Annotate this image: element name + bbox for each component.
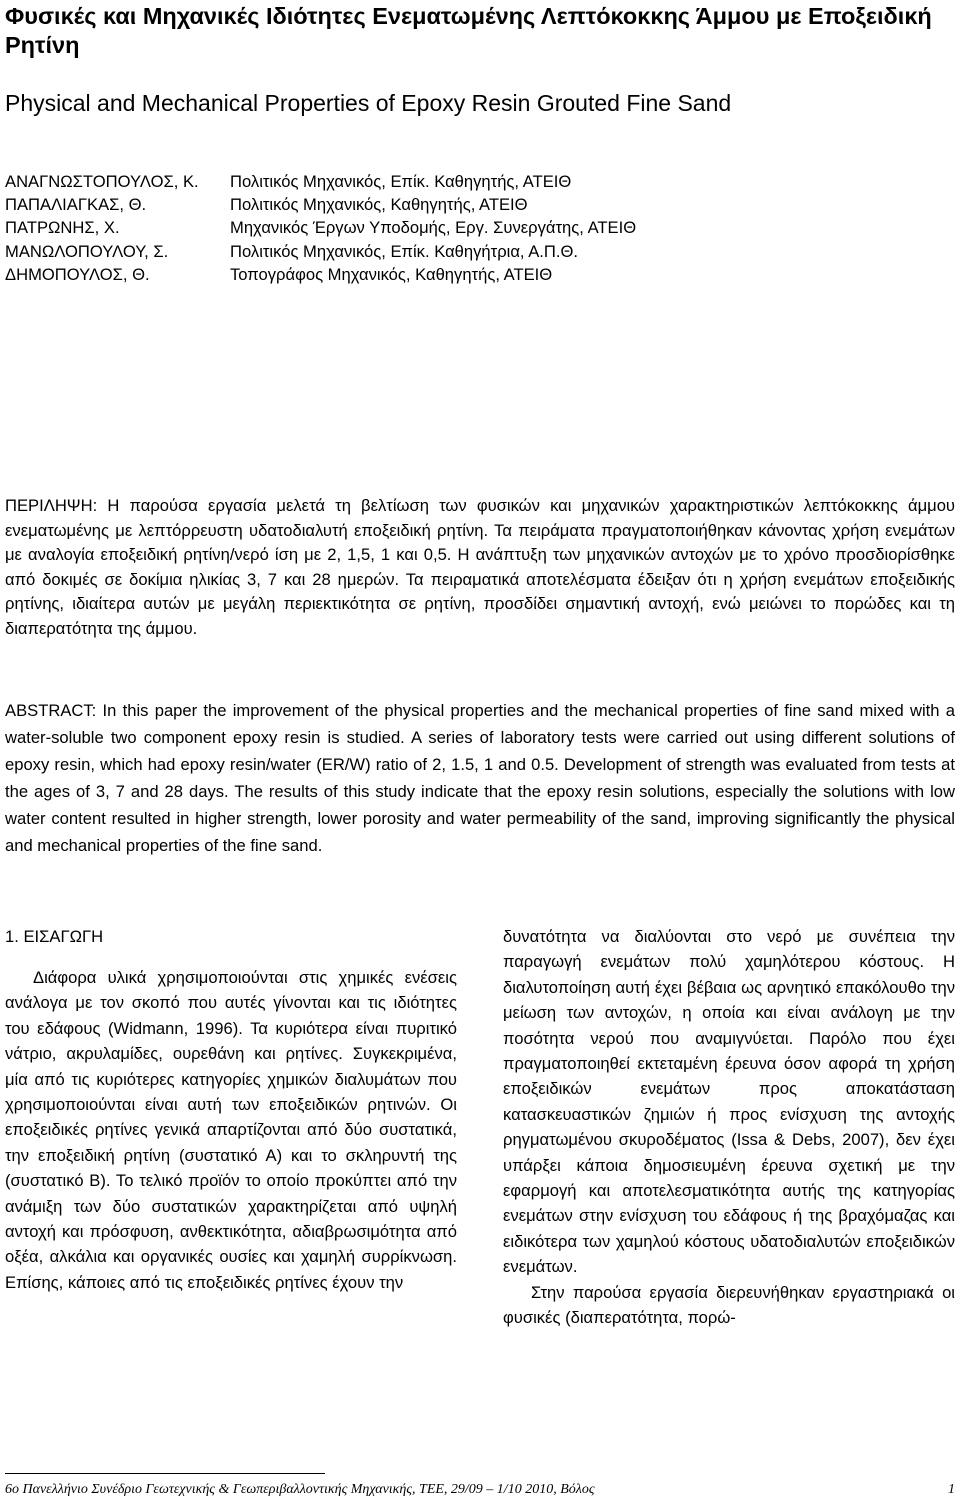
- abstract-greek: ΠΕΡΙΛΗΨΗ: Η παρούσα εργασία μελετά τη βελτίωση των φυσικών και μηχανικών χαρακτηριστικών λεπτόκοκκης άμμου ενεματωμένης με λεπτόρρευστη υδατοδιαλυτή εποξειδική ρητίνη. Τα πειράματα πραγματοποιήθηκαν κάνοντας χρήση ενεμάτων με αναλογία εποξειδική ρητίνη/νερό ίση με 2, 1,5, 1 και 0,5. Η ανάπτυξη των μηχανικών αντοχών με το χρόνο προσδιορίσθηκε από δοκιμές σε δοκίμια ηλικίας 3, 7 και 28 ημερών. Τα πειραματικά αποτελέσματα έδειξαν ότι η χρήση ενεμάτων εποξειδικής ρητίνης, ιδιαίτερα αυτών με μεγάλη περιεκτικότητα σε ρητίνη, προσδίδει σημαντική αντοχή, ενώ μειώνει το πορώδες και τη διαπερατότητα της άμμου.: [5, 496, 955, 638]
- author-affiliation: Πολιτικός Μηχανικός, Καθηγητής, ΑΤΕΙΘ: [230, 195, 528, 215]
- paper-title-greek: Φυσικές και Μηχανικές Ιδιότητες Ενεματωμένης Λεπτόκοκκης Άμμου με Εποξειδική Ρητίνη: [5, 3, 932, 58]
- author-affiliation: Τοπογράφος Μηχανικός, Καθηγητής, ΑΤΕΙΘ: [230, 264, 553, 284]
- author-affiliation: Πολιτικός Μηχανικός, Επίκ. Καθηγήτρια, Α.Π.Θ.: [230, 241, 579, 261]
- body-paragraph: Στην παρούσα εργασία διερευνήθηκαν εργαστηριακά οι φυσικές (διαπερατότητα, πορώ-: [503, 1282, 955, 1328]
- body-paragraph-continued: δυνατότητα να διαλύονται στο νερό με συνέπεια την παραγωγή ενεμάτων πολύ χαμηλότερου κόστους. Η διαλυτοποίηση αυτή έχει βέβαια ως αρνητικό επακόλουθο την μείωση των αντοχών, η οποία και είναι ανάλογη με την ποσότητα νερού που αναμιγνύεται. Παρόλο που έχει πραγματοποιηθεί εκτεταμένη έρευνα όσον αφορά τη χρήση εποξειδικών ενεμάτων προς αποκατάσταση κατασκευαστικών ζημιών ή προς ενίσχυση της αντοχής ρηγματωμένου σκυροδέματος (Issa & Debs, 2007), δεν έχει υπάρξει κάποια δημοσιευμένη έρευνα σχετική με την εφαρμογή και αποτελεσματικότητα αυτής της κατηγορίας ενεμάτων στην ενίσχυση του εδάφους ή της βραχόμαζας και ειδικότερα των χαμηλού κόστους υδατοδιαλυτών εποξειδικών ενεμάτων.: [503, 927, 955, 1277]
- author-row: [5, 193, 945, 216]
- author-row: [5, 240, 945, 263]
- section-heading-introduction: 1. ΕΙΣΑΓΩΓΗ: [5, 927, 104, 946]
- body-column-left: [5, 924, 457, 1295]
- author-name: ΜΑΝΩΛΟΠΟΥΛΟΥ, Σ.: [5, 241, 169, 261]
- abstract-english: ABSTRACT: In this paper the improvement of the physical properties and the mechanical properties of fine sand mixed with a water-soluble two component epoxy resin is studied. A series of laboratory tests were carried out using different solutions of epoxy resin, which had epoxy resin/water (ER/W) ratio of 2, 1.5, 1 and 0.5. Development of strength was evaluated from tests at the ages of 3, 7 and 28 days. The results of this study indicate that the epoxy resin solutions, especially the solutions with low water content resulted in higher strength, lower porosity and water permeability of the sand, improving significantly the physical and mechanical properties of the fine sand.: [5, 701, 955, 855]
- footer-divider: [5, 1473, 325, 1474]
- page-number: 1: [948, 1482, 955, 1497]
- author-name: ΑΝΑΓΝΩΣΤΟΠΟΥΛΟΣ, Κ.: [5, 172, 199, 191]
- author-list: [5, 170, 945, 286]
- author-affiliation: Μηχανικός Έργων Υποδομής, Εργ. Συνεργάτης, ΑΤΕΙΘ: [230, 218, 637, 238]
- body-paragraph: Διάφορα υλικά χρησιμοποιούνται στις χημικές ενέσεις ανάλογα με τον σκοπό που αυτές γίνονται και τις ιδιότητες του εδάφους (Widmann, 1996). Τα κυριότερα είναι πυριτικό νάτριο, ακρυλαμίδες, ουρεθάνη και ρητίνες. Συγκεκριμένα, μία από τις κυριότερες κατηγορίες χημικών διαλυμάτων που χρησιμοποιούνται είναι αυτή των εποξειδικών ρητινών. Οι εποξειδικές ρητίνες γενικά απαρτίζονται από δύο συστατικά, την εποξειδική ρητίνη (συστατικό Α) και το σκληρυντή της (συστατικό Β). Το τελικό προϊόν το οποίο προκύπτει από την ανάμιξη των δύο συστατικών χαρακτηρίζεται από υψηλή αντοχή και πρόσφυση, ανθεκτικότητα, αδιαβρωσιμότητα από οξέα, αλκάλια και οργανικές ουσίες και χαμηλή συρρίκνωση. Επίσης, κάποιες από τις εποξειδικές ρητίνες έχουν την: [5, 968, 457, 1292]
- author-affiliation: Πολιτικός Μηχανικός, Επίκ. Καθηγητής, ΑΤΕΙΘ: [230, 172, 572, 191]
- author-name: ΠΑΤΡΩΝΗΣ, Χ.: [5, 218, 120, 238]
- author-row: [5, 216, 945, 239]
- body-column-right: [503, 924, 955, 1331]
- author-name: ΔΗΜΟΠΟΥΛΟΣ, Θ.: [5, 264, 150, 284]
- page-footer: [5, 1481, 955, 1499]
- author-row: [5, 263, 945, 286]
- paper-title-english: Physical and Mechanical Properties of Epoxy Resin Grouted Fine Sand: [5, 90, 732, 116]
- footer-conference: 6ο Πανελλήνιο Συνέδριο Γεωτεχνικής & Γεωπεριβαλλοντικής Μηχανικής, ΤΕΕ, 29/09 – 1/10 2010, Βόλος: [5, 1482, 595, 1497]
- author-name: ΠΑΠΑΛΙΑΓΚΑΣ, Θ.: [5, 195, 147, 215]
- author-row: [5, 170, 945, 193]
